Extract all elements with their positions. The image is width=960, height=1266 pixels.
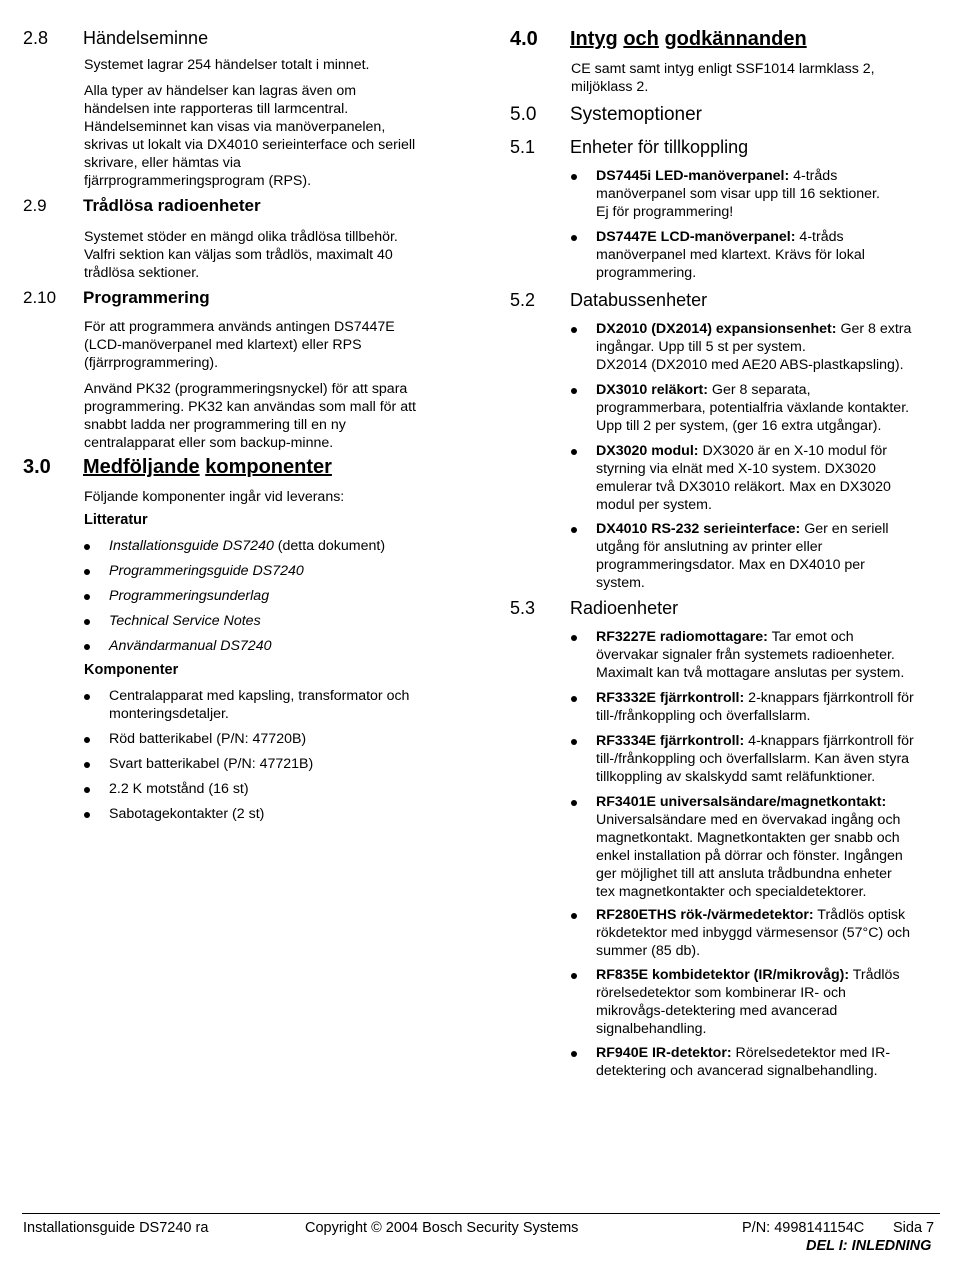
section-title: Systemoptioner: [570, 104, 703, 125]
text-line: ingångar. Upp till 5 st per system.: [596, 339, 806, 355]
item-title: DX4010 RS-232 serieinterface:: [596, 521, 801, 537]
bullet-icon: [84, 812, 90, 818]
bullet-icon: [571, 174, 577, 180]
bullet-icon: [84, 762, 90, 768]
text-line: programmerbara, potentialfria växlande kontakter.: [596, 400, 910, 416]
text-line: Rörelsedetektor med IR-: [731, 1045, 891, 1061]
text-line: skrivare, eller hämtas via: [84, 155, 241, 171]
text-line: skrivas ut lokalt via DX4010 serieinterface och seriell: [84, 137, 416, 153]
item-note: (detta dokument): [273, 538, 386, 554]
section-3-0-intro: Följande komponenter ingår vid leverans:: [84, 489, 345, 505]
text-line: Upp till 2 per system, (ger 16 extra utgångar).: [596, 418, 882, 434]
bullet-icon: [84, 737, 90, 743]
item-title: RF280ETHS rök-/värmedetektor:: [596, 907, 814, 923]
section-2-9-heading: [23, 196, 261, 216]
item-title: RF3401E universalsändare/magnetkontakt:: [596, 794, 887, 810]
text-line: CE samt samt intyg enligt SSF1014 larmklass 2,: [571, 61, 875, 77]
text-line: Händelseminnet kan visas via manöverpanelen,: [84, 119, 386, 135]
footer-part-number: P/N: 4998141154C: [742, 1220, 865, 1236]
bullet-icon: [571, 696, 577, 702]
bullet-icon: [84, 694, 90, 700]
text-line: 4-knappars fjärrkontroll för: [744, 733, 914, 749]
text-line: detektering och avancerad signalbehandling.: [596, 1063, 878, 1079]
text-line: Alla typer av händelser kan lagras även om: [84, 83, 357, 99]
text-line: 2-knappars fjärrkontroll för: [744, 690, 914, 706]
text-line: modul per system.: [596, 497, 712, 513]
text-line: händelsen inte rapporteras till larmcentral.: [84, 101, 349, 117]
section-title-word: och: [623, 28, 659, 50]
text-line: Valfri sektion kan väljas som trådlös, maximalt 40: [84, 247, 393, 263]
item-title: RF835E kombidetektor (IR/mikrovåg):: [596, 967, 850, 983]
text-line: 4-tråds: [789, 168, 838, 184]
section-number: 2.10: [23, 288, 57, 307]
text-line: Trådlös: [849, 967, 900, 983]
text-line: summer (85 db).: [596, 943, 701, 959]
footer-doc-title: Installationsguide DS7240 ra: [23, 1220, 209, 1236]
bullet-icon: [571, 739, 577, 745]
section-5-3-heading: [510, 598, 678, 619]
item-title: DX2010 (DX2014) expansionsenhet:: [596, 321, 837, 337]
bullet-icon: [571, 1051, 577, 1057]
footer-section-label: DEL I: INLEDNING: [806, 1238, 932, 1254]
section-number: 5.0: [510, 104, 537, 125]
text-line: monteringsdetaljer.: [109, 706, 229, 722]
section-title-word: Intyg: [570, 28, 618, 50]
section-title: Radioenheter: [570, 598, 679, 618]
text-line: ger möjlighet till att ansluta trådbundna enheter: [596, 866, 892, 882]
text-line: manöverpanel som visar upp till 16 sektioner.: [596, 186, 880, 202]
section-5-0-heading: [510, 104, 702, 126]
text-line: Trådlös optisk: [813, 907, 906, 923]
text-line: programmeringsdator. Max en DX4010 per: [596, 557, 865, 573]
text-line: Ger 8 extra: [836, 321, 912, 337]
text-line: styrning via elnät med X-10 system. DX3020: [596, 461, 876, 477]
section-title-word: godkännanden: [664, 28, 807, 50]
section-4-0-body: [571, 60, 941, 96]
section-5-1-heading: [510, 137, 748, 158]
text-line: 4-tråds: [795, 229, 844, 245]
footer-divider: [22, 1213, 940, 1214]
section-3-0-heading: [23, 456, 332, 479]
text-line: enkel installation på dörrar och fönster. Ingången: [596, 848, 903, 864]
text-line: Systemet lagrar 254 händelser totalt i minnet.: [84, 57, 370, 73]
item-title: DS7445i LED-manöverpanel:: [596, 168, 790, 184]
text-line: signalbehandling.: [596, 1021, 707, 1037]
text-line: (fjärrprogrammering).: [84, 355, 219, 371]
components-label: Komponenter: [84, 662, 179, 678]
text-line: Tar emot och: [767, 629, 854, 645]
text-line: tillkoppling av skalskydd samt reläfunktioner.: [596, 769, 876, 785]
item-title: DX3020 modul:: [596, 443, 699, 459]
bullet-icon: [571, 800, 577, 806]
text-line: Använd PK32 (programmeringsnyckel) för att spara: [84, 381, 408, 397]
bullet-icon: [571, 235, 577, 241]
text-line: centralapparat eller som backup-minne.: [84, 435, 334, 451]
item-title: RF3334E fjärrkontroll:: [596, 733, 745, 749]
literature-label: Litteratur: [84, 512, 148, 528]
item-title: Installationsguide DS7240: [109, 538, 274, 554]
text-line: Systemet stöder en mängd olika trådlösa tillbehör.: [84, 229, 398, 245]
section-2-9-body: [84, 228, 464, 282]
section-2-10-heading: [23, 288, 210, 308]
text-line: För att programmera används antingen DS7447E: [84, 319, 395, 335]
text-line: DX2014 (DX2010 med AE20 ABS-plastkapsling).: [596, 357, 904, 373]
text-line: trådlösa sektioner.: [84, 265, 200, 281]
section-title: Databussenheter: [570, 290, 708, 310]
text-line: miljöklass 2.: [571, 79, 649, 95]
text-line: till-/frånkoppling och överfallslarm. Kan även styra: [596, 751, 910, 767]
bullet-icon: [84, 787, 90, 793]
text-line: Maximalt kan två mottagare anslutas per system.: [596, 665, 905, 681]
section-number: 5.3: [510, 598, 536, 618]
text-line: fjärrprogrammeringsprogram (RPS).: [84, 173, 312, 189]
bullet-icon: [571, 327, 577, 333]
section-title: Programmering: [83, 288, 210, 307]
bullet-icon: [84, 569, 90, 575]
text-line: övervakar signaler från systemets radioenheter.: [596, 647, 895, 663]
footer-page-number: Sida 7: [893, 1220, 935, 1236]
section-number: 4.0: [510, 28, 538, 50]
section-title-word: komponenter: [205, 456, 332, 478]
footer-copyright: Copyright © 2004 Bosch Security Systems: [305, 1220, 579, 1236]
bullet-icon: [571, 635, 577, 641]
section-number: 3.0: [23, 456, 51, 478]
text-line: DX3020 är en X-10 modul för: [698, 443, 887, 459]
section-title: Trådlösa radioenheter: [83, 196, 261, 215]
text-line: programmering. PK32 kan användas som mall för att: [84, 399, 416, 415]
section-2-8-heading: [23, 28, 208, 49]
section-number: 2.9: [23, 196, 47, 215]
text-line: Universalsändare med en övervakad ingång och: [596, 812, 901, 828]
section-number: 5.1: [510, 137, 536, 157]
section-4-0-heading: [510, 28, 807, 51]
section-title: Händelseminne: [83, 28, 209, 48]
section-number: 5.2: [510, 290, 536, 310]
bullet-icon: [84, 544, 90, 550]
text-line: emulerar två DX3010 reläkort. Max en DX3020: [596, 479, 891, 495]
item-title: DX3010 reläkort:: [596, 382, 708, 398]
bullet-icon: [571, 913, 577, 919]
bullet-icon: [84, 594, 90, 600]
text-line: Ej för programmering!: [596, 204, 734, 220]
text-line: programmering.: [596, 265, 697, 281]
text-line: system.: [596, 575, 645, 591]
section-2-10-body: [84, 318, 464, 452]
bullet-icon: [571, 527, 577, 533]
section-number: 2.8: [23, 28, 49, 48]
section-2-8-body: [84, 56, 464, 190]
text-line: rörelsedetektor som kombinerar IR- och: [596, 985, 846, 1001]
text-line: mikrovågs-detektering med avancerad: [596, 1003, 838, 1019]
text-line: Centralapparat med kapsling, transformator och: [109, 688, 410, 704]
bullet-icon: [84, 619, 90, 625]
text-line: utgång för anslutning av printer eller: [596, 539, 823, 555]
bullet-icon: [571, 973, 577, 979]
item-title: RF3332E fjärrkontroll:: [596, 690, 745, 706]
item-title: RF3227E radiomottagare:: [596, 629, 768, 645]
item-title: RF940E IR-detektor:: [596, 1045, 732, 1061]
bullet-icon: [84, 644, 90, 650]
section-title-word: Medföljande: [83, 456, 200, 478]
text-line: rökdetektor med inbyggd värmesensor (57°C) och: [596, 925, 911, 941]
bullet-icon: [571, 449, 577, 455]
section-title: Enheter för tillkoppling: [570, 137, 749, 157]
section-5-2-heading: [510, 290, 707, 311]
text-line: manöverpanel med klartext. Krävs för lokal: [596, 247, 865, 263]
text-line: magnetkontakt. Magnetkontakten ger snabb och: [596, 830, 900, 846]
bullet-icon: [571, 388, 577, 394]
text-line: (LCD-manöverpanel med klartext) eller RPS: [84, 337, 362, 353]
text-line: Ger 8 separata,: [707, 382, 811, 398]
text-line: tex magnetkontakter och specialdetektorer.: [596, 884, 867, 900]
item-title: DS7447E LCD-manöverpanel:: [596, 229, 796, 245]
text-line: Ger en seriell: [800, 521, 889, 537]
text-line: till-/frånkoppling och överfallslarm.: [596, 708, 811, 724]
text-line: snabbt ladda ner programmering till en ny: [84, 417, 346, 433]
